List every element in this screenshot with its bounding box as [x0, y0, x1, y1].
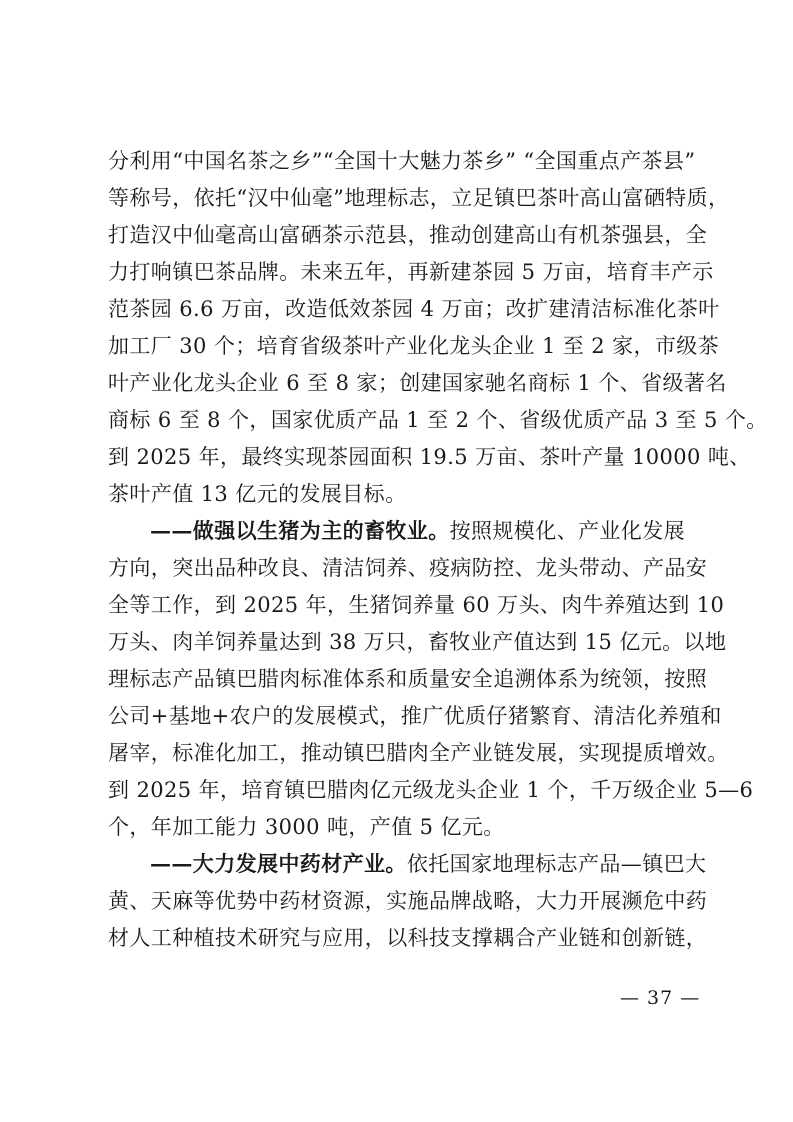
section-heading-livestock: ——做强以生猪为主的畜牧业。	[150, 518, 450, 543]
text-line: 到 2025 年，最终实现茶园面积 19.5 万亩、茶叶产量 10000 吨、	[108, 445, 751, 469]
text-line: 到 2025 年，培育镇巴腊肉亿元级龙头企业 1 个，千万级企业 5—6	[108, 778, 754, 802]
text-line: 分利用“中国名茶之乡”“全国十大魅力茶乡” “全国重点产茶县”	[108, 149, 696, 173]
text-line: 范茶园 6.6 万亩，改造低效茶园 4 万亩；改扩建清洁标准化茶叶	[108, 297, 720, 321]
text-line: 公司+基地+农户的发展模式，推广优质仔猪繁育、清洁化养殖和	[108, 704, 722, 728]
text-line: 万头、肉羊饲养量达到 38 万只，畜牧业产值达到 15 亿元。以地	[108, 630, 727, 654]
page-number: — 37 —	[620, 987, 701, 1009]
text-line: 材人工种植技术研究与应用，以科技支撑耦合产业链和创新链，	[108, 926, 708, 950]
text-line: 茶叶产值 13 亿元的发展目标。	[108, 482, 407, 506]
text-line: 黄、天麻等优势中药材资源，实施品牌战略，大力开展濒危中药	[108, 889, 708, 913]
text-line: 叶产业化龙头企业 6 至 8 家；创建国家驰名商标 1 个、省级著名	[108, 371, 727, 395]
paragraph-herbs-first-line	[150, 849, 707, 879]
text-line: 全等工作，到 2025 年，生猪饲养量 60 万头、肉牛养殖达到 10	[108, 593, 725, 617]
text-span: 按照规模化、产业化发展	[449, 519, 686, 543]
text-line: 屠宰，标准化加工，推动镇巴腊肉全产业链发展，实现提质增效。	[108, 741, 729, 765]
text-span: 依托国家地理标志产品—镇巴大	[406, 852, 707, 876]
text-line: 商标 6 至 8 个，国家优质产品 1 至 2 个、省级优质产品 3 至 5 个。	[108, 408, 768, 432]
text-line: 打造汉中仙毫高山富硒茶示范县，推动创建高山有机茶强县，全	[108, 223, 708, 247]
section-heading-herbs: ——大力发展中药材产业。	[150, 851, 407, 876]
text-line: 个，年加工能力 3000 吨，产值 5 亿元。	[108, 815, 505, 839]
text-line: 加工厂 30 个；培育省级茶叶产业化龙头企业 1 至 2 家，市级茶	[108, 334, 720, 358]
text-line: 理标志产品镇巴腊肉标准体系和质量安全追溯体系为统领，按照	[108, 667, 708, 691]
text-line: 方向，突出品种改良、清洁饲养、疫病防控、龙头带动、产品安	[108, 556, 708, 580]
paragraph-livestock-first-line	[150, 516, 702, 546]
text-line: 等称号，依托“汉中仙毫”地理标志，立足镇巴茶叶高山富硒特质，	[108, 186, 730, 210]
text-line: 力打响镇巴茶品牌。未来五年，再新建茶园 5 万亩，培育丰产示	[108, 260, 714, 284]
